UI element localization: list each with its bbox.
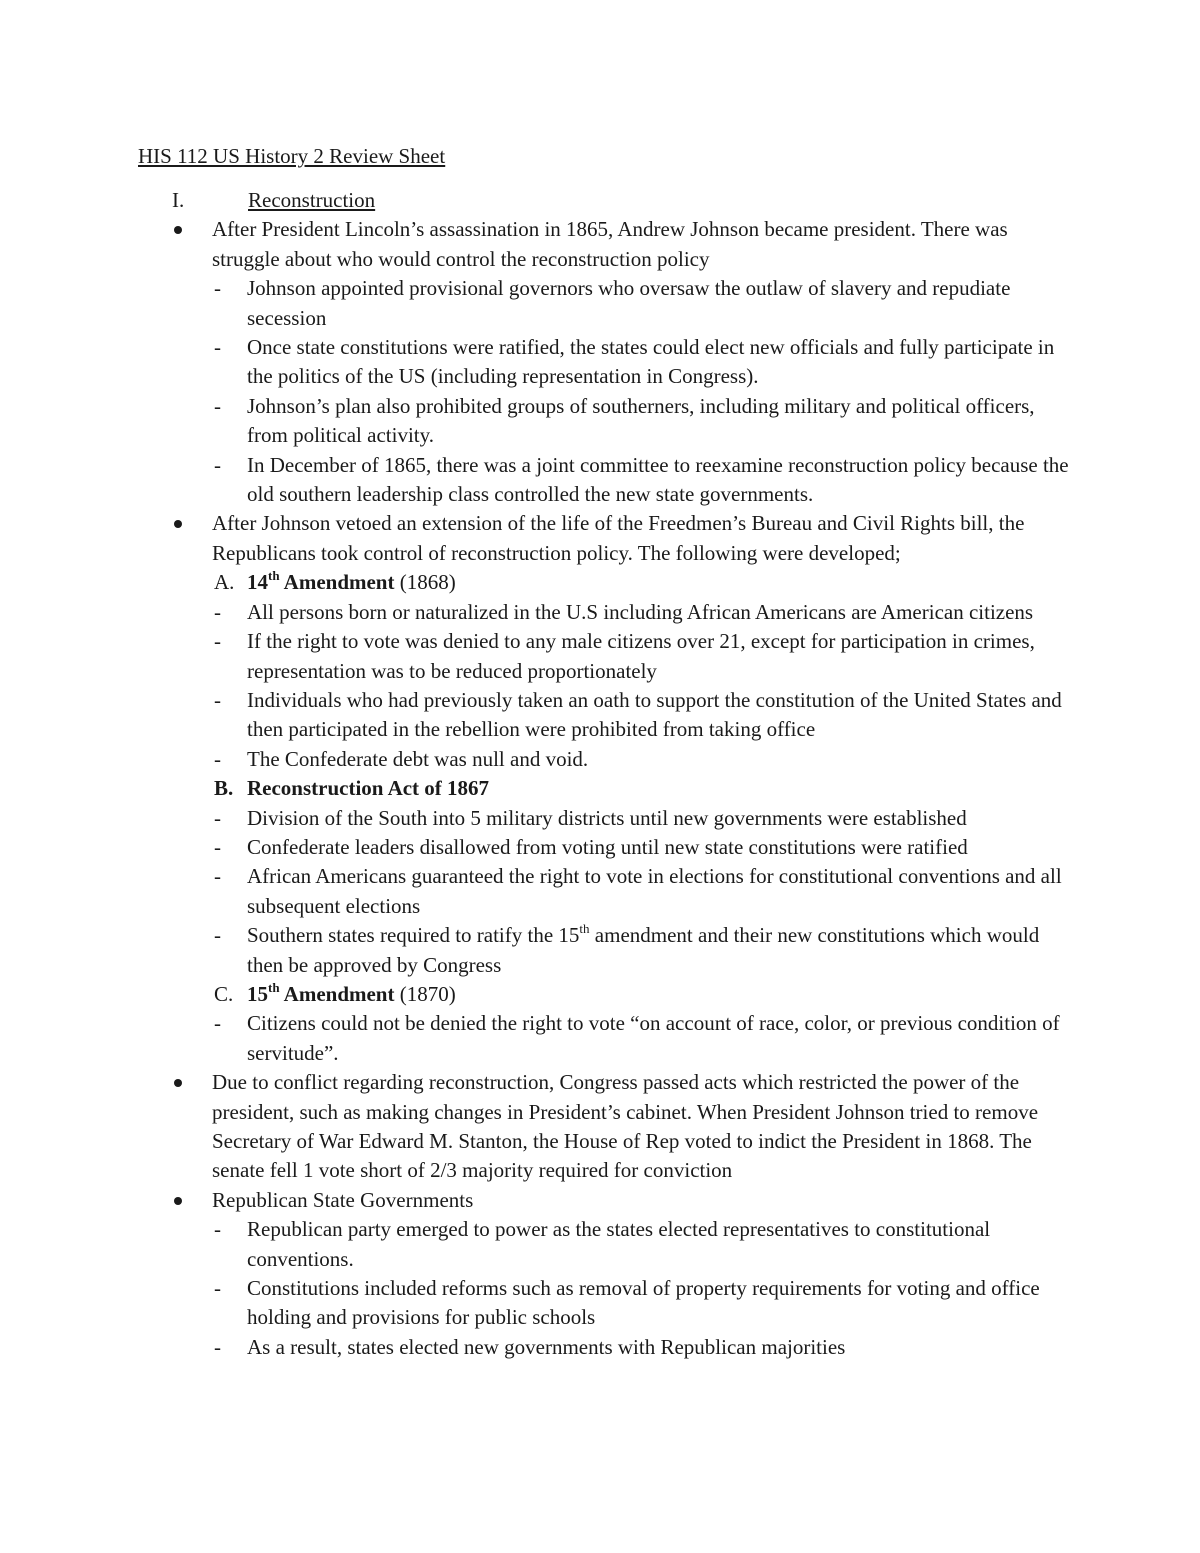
dash-item <box>138 745 1078 774</box>
dash-text: Confederate leaders disallowed from voting until new state constitutions were ratified <box>247 834 968 859</box>
subsection-year: (1868) <box>394 570 456 595</box>
dash-item <box>138 1333 1078 1362</box>
bullet-text: After President Lincoln’s assassination in 1865, Andrew Johnson became president. There was struggle about who would control the reconstruction policy <box>212 217 1008 271</box>
dash-item <box>138 833 1078 862</box>
dash-item <box>138 1215 1078 1274</box>
dash-icon: - <box>214 746 221 771</box>
dash-text: Johnson’s plan also prohibited groups of southerners, including military and political officers, from political activity. <box>247 393 1035 448</box>
subsection-heading <box>138 568 1078 597</box>
section-title: Reconstruction <box>248 188 376 212</box>
dash-icon: - <box>214 452 221 477</box>
subsection-year: (1870) <box>394 981 456 1006</box>
bullet-icon <box>174 226 182 234</box>
subsection-title <box>247 570 394 594</box>
dash-text: Division of the South into 5 military districts until new governments were established <box>247 805 967 830</box>
subsection-label: Reconstruction Act of 1867 <box>247 776 490 801</box>
dash-item <box>138 921 1078 980</box>
bullet-item <box>138 509 1078 568</box>
subsection-number: 14 <box>247 570 268 595</box>
dash-text: If the right to vote was denied to any male citizens over 21, except for participation in crimes, representation was to be reduced proportionately <box>247 629 1035 683</box>
bullet-text: Republican State Governments <box>212 1187 474 1212</box>
dash-icon: - <box>214 629 221 654</box>
dash-text: African Americans guaranteed the right to vote in elections for constitutional conventions and all subsequent elections <box>247 864 1062 918</box>
dash-text: Johnson appointed provisional governors who oversaw the outlaw of slavery and repudiate secession <box>247 276 1011 330</box>
dash-icon: - <box>214 687 221 712</box>
dash-icon: - <box>214 599 221 624</box>
subsection-label: Amendment <box>283 570 395 595</box>
dash-icon: - <box>214 393 221 418</box>
section-numeral: I. <box>172 188 185 212</box>
dash-item <box>138 627 1078 686</box>
dash-text: Republican party emerged to power as the states elected representatives to constitutional conventions. <box>247 1217 991 1271</box>
dash-text-after: amendment and their new constitutions which would then be approved by Congress <box>247 923 1040 977</box>
dash-icon: - <box>214 1276 221 1301</box>
dash-text: In December of 1865, there was a joint committee to reexamine reconstruction policy because the old southern leadership class controlled the new state governments. <box>247 452 1069 507</box>
subsection-letter: B. <box>214 776 234 801</box>
dash-item <box>138 451 1078 510</box>
dash-item <box>138 392 1078 451</box>
dash-item <box>138 598 1078 627</box>
dash-text: Constitutions included reforms such as removal of property requirements for voting and office holding and provisions for public schools <box>247 1276 1040 1330</box>
subsection-heading <box>138 774 1078 803</box>
bullet-item <box>138 1186 1078 1215</box>
ordinal-superscript: th <box>268 979 280 995</box>
dash-text-before: Southern states required to ratify the 15 <box>247 923 580 948</box>
dash-icon: - <box>214 834 221 859</box>
dash-icon: - <box>214 1334 221 1359</box>
dash-icon: - <box>214 805 221 830</box>
bullet-icon <box>174 1079 182 1087</box>
ordinal-superscript: th <box>268 568 280 584</box>
dash-item <box>138 274 1078 333</box>
dash-item <box>138 862 1078 921</box>
dash-text: Individuals who had previously taken an oath to support the constitution of the United States and then participated in the rebellion were prohibited from taking office <box>247 687 1062 742</box>
subsection-label: Amendment <box>283 981 395 1006</box>
dash-item <box>138 1009 1078 1068</box>
dash-text: All persons born or naturalized in the U.S including African Americans are American citizens <box>247 599 1034 624</box>
dash-icon: - <box>214 335 221 360</box>
dash-item <box>138 1274 1078 1333</box>
bullet-icon <box>174 1197 182 1205</box>
subsection-title <box>247 776 489 800</box>
subsection-title <box>247 979 395 1006</box>
document-body <box>138 186 1078 1362</box>
bullet-text: Due to conflict regarding reconstruction, Congress passed acts which restricted the power of the president, such as making changes in President’s cabinet. When President Johnson tried to remove Secretary of War Edward M. Stanton, the House of Rep voted to indict the President in 1868. The senate fell 1 vote short of 2/3 majority required for conviction <box>212 1070 1039 1183</box>
dash-item <box>138 804 1078 833</box>
subsection-letter: A. <box>214 570 235 595</box>
dash-icon: - <box>214 276 221 301</box>
subsection-letter: C. <box>214 981 234 1006</box>
bullet-item <box>138 215 1078 274</box>
dash-icon: - <box>214 1217 221 1242</box>
dash-icon: - <box>214 923 221 948</box>
dash-text: Once state constitutions were ratified, the states could elect new officials and fully participate in the politics of the US (including representation in Congress). <box>247 335 1055 389</box>
dash-text: As a result, states elected new governments with Republican majorities <box>247 1334 846 1359</box>
dash-text: Citizens could not be denied the right to vote “on account of race, color, or previous condition of servitude”. <box>247 1011 1060 1065</box>
page-title: HIS 112 US History 2 Review Sheet <box>138 144 446 168</box>
section-heading <box>138 186 1078 215</box>
bullet-text: After Johnson vetoed an extension of the life of the Freedmen’s Bureau and Civil Rights bill, the Republicans took control of reconstruction policy. The following were developed; <box>212 511 1025 565</box>
subsection-number: 15 <box>247 981 268 1006</box>
subsection-heading <box>138 980 1078 1009</box>
dash-item <box>138 333 1078 392</box>
bullet-icon <box>174 520 182 528</box>
dash-text: The Confederate debt was null and void. <box>247 746 589 771</box>
dash-icon: - <box>214 1011 221 1036</box>
bullet-item <box>138 1068 1078 1186</box>
ordinal-superscript: th <box>579 921 590 937</box>
dash-icon: - <box>214 864 221 889</box>
dash-item <box>138 686 1078 745</box>
